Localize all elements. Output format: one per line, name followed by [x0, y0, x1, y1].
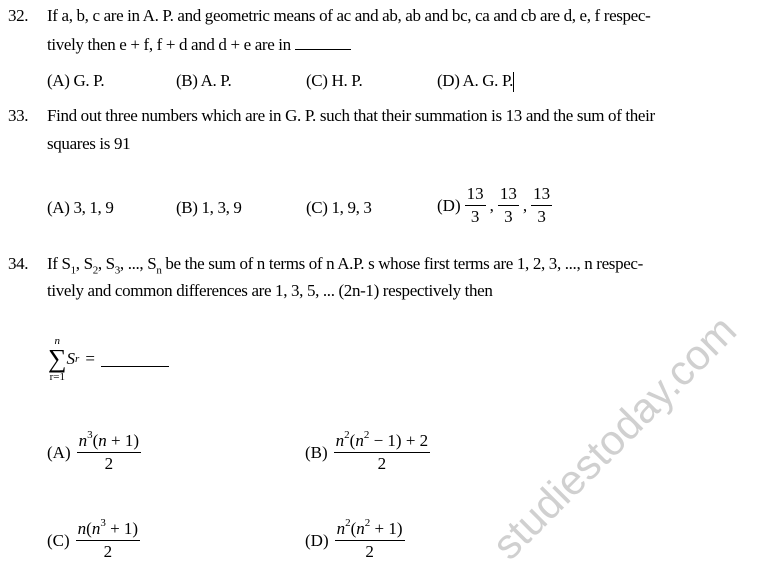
denominator: 2 [365, 542, 374, 561]
equals: = [85, 349, 95, 368]
q33-option-d: (D) $\frac{13}{3}$ , $\frac{13}{3}$ , $\frac{13}{3}$ [437, 184, 551, 226]
answer-blank [295, 35, 351, 50]
numerator: 13 [498, 183, 519, 206]
q32-option-d [437, 71, 514, 92]
fraction [76, 518, 140, 563]
fraction [334, 430, 431, 475]
numerator: $n^2(n^2 + 1)$ [335, 518, 405, 541]
denominator: 3 [470, 207, 480, 226]
sum-sub: r [75, 353, 80, 365]
denominator: 3 [537, 207, 546, 226]
q34-number: 34. [8, 254, 29, 273]
sum-term: S [66, 349, 76, 368]
numerator: 13 [531, 183, 552, 206]
q33-text-line1: Find out three numbers which are in G. P. such that their summation is 13 and the sum of their [47, 106, 655, 125]
q32-text-line2 [47, 35, 351, 55]
q34-option-a [47, 430, 141, 475]
option-label: (B) [305, 442, 328, 462]
numerator: $n^2(n^2 - 1) + 2$ [334, 430, 431, 453]
fraction [77, 430, 141, 475]
fraction [335, 518, 405, 563]
q33-text-line2: squares is 91 [47, 134, 131, 153]
denominator: 2 [377, 454, 387, 473]
sigma [48, 335, 67, 383]
q34-text-line2: tively and common differences are 1, 3, 5, ... (2n-1) respectively then [47, 281, 493, 300]
q34-option-d [305, 518, 405, 563]
fraction [465, 183, 486, 228]
numerator: $n^3(n + 1)$ [77, 430, 141, 453]
q34-text-line1: If $S_1$, $S_2$, $S_3$, ..., $S_n$ be the sum of n terms of n A.P. s whose first terms are 1, 2, 3, ..., n respec- [47, 254, 643, 277]
q32-option-d-text: (D) A. G. P. [437, 71, 514, 90]
q34-line1-end: be the sum of n terms of n A.P. s whose first terms are 1, 2, 3, ..., n respec- [165, 254, 643, 273]
q32-text-line1: If a, b, c are in A. P. and geometric means of ac and ab, ab and bc, ca and cb are d, e, f respec- [47, 6, 651, 25]
q33-option-c: (C) 1, 9, 3 [306, 198, 372, 217]
q33-option-a: (A) 3, 1, 9 [47, 198, 114, 217]
summation-expression [48, 335, 169, 383]
q33-option-b: (B) 1, 3, 9 [176, 198, 242, 217]
fraction [531, 183, 552, 228]
q34-option-c [47, 518, 140, 563]
denominator: 2 [103, 542, 113, 561]
q32-option-b: (B) A. P. [176, 71, 232, 90]
q32-option-a: (A) G. P. [47, 71, 105, 90]
q33-option-d-label: (D) [437, 195, 461, 215]
option-label: (C) [47, 530, 70, 550]
q32-line2-text: tively then e + f, f + d and d + e are in [47, 35, 291, 54]
sum-upper: n [54, 335, 61, 347]
numerator: $n(n^3 + 1)$ [76, 518, 140, 541]
numerator: 13 [465, 183, 486, 206]
q32-number: 32. [8, 6, 29, 25]
watermark: studiestoday.com [483, 306, 746, 569]
sum-lower: r=1 [49, 371, 65, 383]
denominator: 3 [504, 207, 513, 226]
option-label: (D) [305, 530, 329, 550]
denominator: 2 [104, 454, 114, 473]
q34-option-b [305, 430, 430, 475]
q32-option-c: (C) H. P. [306, 71, 363, 90]
q34-line1-start: If S [47, 254, 71, 273]
fraction [498, 183, 519, 228]
answer-blank [101, 352, 169, 367]
text-cursor [513, 72, 514, 92]
option-label: (A) [47, 442, 71, 462]
q33-number: 33. [8, 106, 29, 125]
sigma-symbol: ∑ [48, 344, 67, 373]
